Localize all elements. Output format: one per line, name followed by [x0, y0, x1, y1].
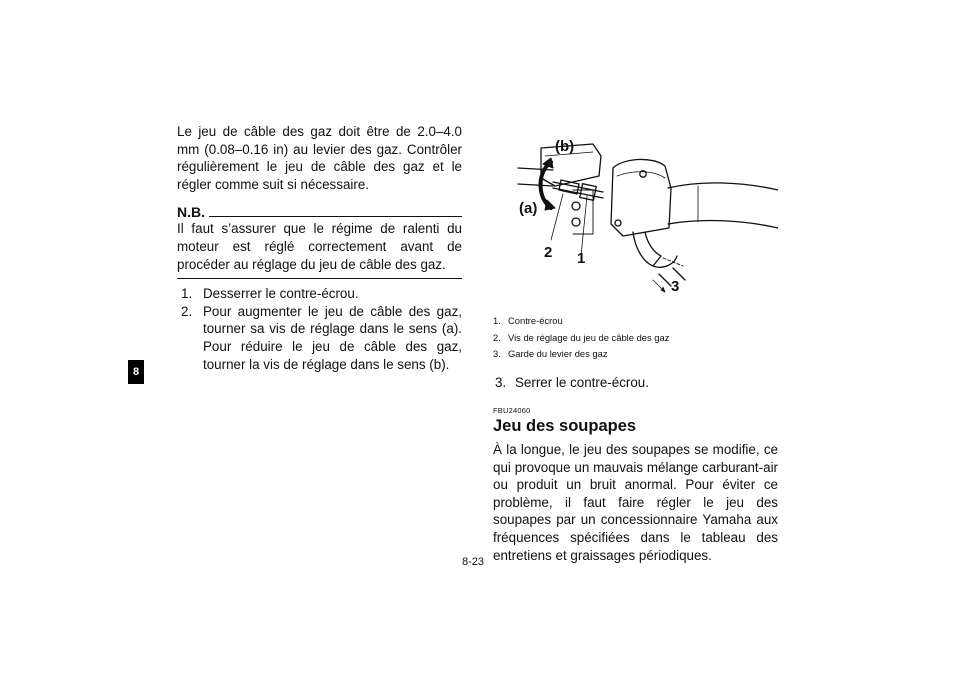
chapter-tab: 8	[128, 360, 144, 384]
list-item	[493, 313, 778, 330]
left-column	[177, 123, 462, 373]
caption-text: Vis de réglage du jeu de câble des gaz	[508, 331, 670, 343]
caption-number: 3.	[493, 348, 501, 359]
right-column	[493, 128, 778, 564]
caption-number: 1.	[493, 315, 501, 326]
label-callout-2: 2	[544, 244, 553, 261]
step-number: 3.	[495, 374, 507, 390]
step-number: 2.	[181, 303, 193, 319]
step-3	[493, 374, 778, 392]
page-number: 8-23	[462, 556, 485, 568]
label-callout-1: 1	[577, 250, 586, 267]
step-number: 1.	[181, 286, 193, 302]
step-text: Desserrer le contre-écrou.	[203, 286, 359, 302]
list-item	[493, 346, 778, 363]
label-direction-b: (b)	[555, 138, 575, 155]
figure-captions	[493, 313, 778, 363]
list-item	[493, 330, 778, 347]
section-title: Jeu des soupapes	[493, 417, 637, 436]
note-end-rule	[177, 278, 462, 279]
step-text: Pour augmenter le jeu de câble des gaz, tourner sa vis de réglage dans le sens (a). Pour réduire le jeu de câble des gaz, tourner la vis de réglage dans le sens (b).	[203, 303, 462, 372]
note-header	[177, 204, 462, 220]
section-code: FBU24060	[493, 406, 531, 416]
step-text: Serrer le contre-écrou.	[515, 374, 649, 390]
section-body: À la longue, le jeu des soupapes se modifie, ce qui provoque un mauvais mélange carburant-air ou produit un bruit anormal. Pour éviter ce problème, il faut faire régler le jeu des soupapes par un concessionnaire Yamaha aux fréquences spécifiées dans le tableau des entretiens et graissages périodiques.	[493, 442, 778, 563]
caption-number: 2.	[493, 331, 501, 343]
note-label: N.B.	[177, 204, 205, 221]
note-rule	[209, 216, 462, 217]
caption-text: Contre-écrou	[508, 315, 563, 326]
list-item	[177, 285, 462, 303]
label-direction-a: (a)	[519, 200, 538, 217]
list-item	[177, 303, 462, 373]
intro-paragraph: Le jeu de câble des gaz doit être de 2.0–4.0 mm (0.08–0.16 in) au levier des gaz. Contrôler régulièrement le jeu de câble des gaz et le régler comme suit si nécessaire.	[177, 124, 462, 192]
caption-text: Garde du levier des gaz	[508, 348, 608, 359]
throttle-lever-illustration	[493, 128, 778, 303]
steps-list	[177, 285, 462, 373]
label-callout-3: 3	[671, 278, 680, 295]
note-text: Il faut s’assurer que le régime de ralenti du moteur est réglé correctement avant de procéder au réglage du jeu de câble des gaz.	[177, 221, 462, 272]
